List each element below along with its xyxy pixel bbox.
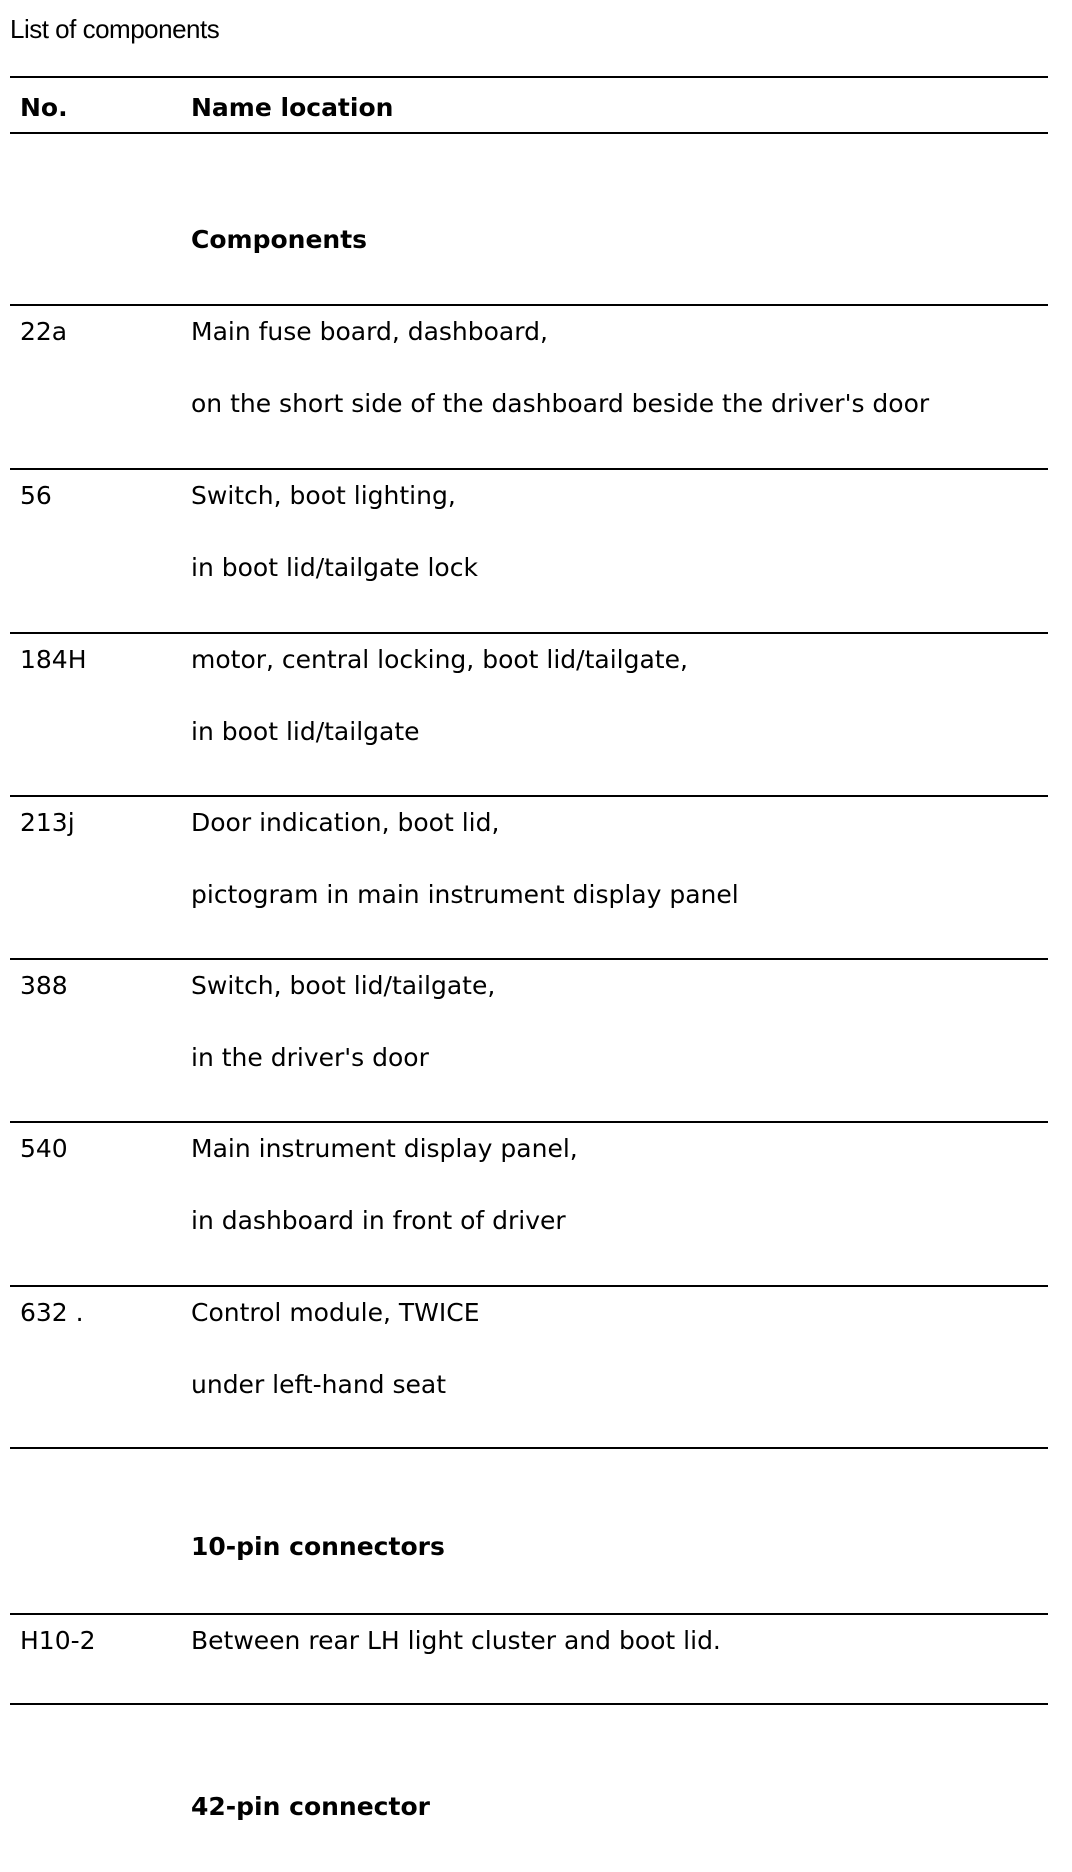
row-divider: [10, 1121, 1048, 1123]
row-divider: [10, 795, 1048, 797]
section-heading-42-pin-connector: 42-pin connector: [191, 1792, 430, 1821]
row-location: under left-hand seat: [191, 1370, 447, 1399]
row-name: Switch, boot lighting,: [191, 481, 456, 510]
row-name: Door indication, boot lid,: [191, 808, 500, 837]
row-number: 388: [20, 971, 68, 1000]
row-number: H10-2: [20, 1626, 96, 1655]
header-no: No.: [20, 93, 68, 122]
row-divider: [10, 1285, 1048, 1287]
row-number: 56: [20, 481, 52, 510]
row-location: in dashboard in front of driver: [191, 1206, 566, 1235]
row-location: on the short side of the dashboard beside the driver's door: [191, 389, 930, 418]
section-heading-10-pin-connectors: 10-pin connectors: [191, 1532, 445, 1561]
row-number: 540: [20, 1134, 68, 1163]
row-divider: [10, 304, 1048, 306]
row-name: Between rear LH light cluster and boot lid.: [191, 1626, 721, 1655]
header-name-location: Name location: [191, 93, 394, 122]
row-location: in the driver's door: [191, 1043, 429, 1072]
row-divider: [10, 632, 1048, 634]
row-name: Switch, boot lid/tailgate,: [191, 971, 496, 1000]
table-top-rule: [10, 76, 1048, 78]
row-number: 632 .: [20, 1298, 84, 1327]
row-name: Main fuse board, dashboard,: [191, 317, 548, 346]
row-number: 213j: [20, 808, 75, 837]
row-number: 22a: [20, 317, 68, 346]
page-title: List of components: [10, 14, 220, 44]
row-number: 184H: [20, 645, 87, 674]
row-divider: [10, 958, 1048, 960]
row-divider: [10, 1447, 1048, 1449]
row-divider: [10, 1703, 1048, 1705]
row-location: in boot lid/tailgate: [191, 717, 420, 746]
row-location: in boot lid/tailgate lock: [191, 553, 478, 582]
row-divider: [10, 1613, 1048, 1615]
row-name: Control module, TWICE: [191, 1298, 480, 1327]
row-name: motor, central locking, boot lid/tailgate,: [191, 645, 688, 674]
section-heading-components: Components: [191, 225, 368, 254]
row-divider: [10, 468, 1048, 470]
header-bottom-rule: [10, 132, 1048, 134]
row-name: Main instrument display panel,: [191, 1134, 578, 1163]
row-location: pictogram in main instrument display panel: [191, 880, 739, 909]
